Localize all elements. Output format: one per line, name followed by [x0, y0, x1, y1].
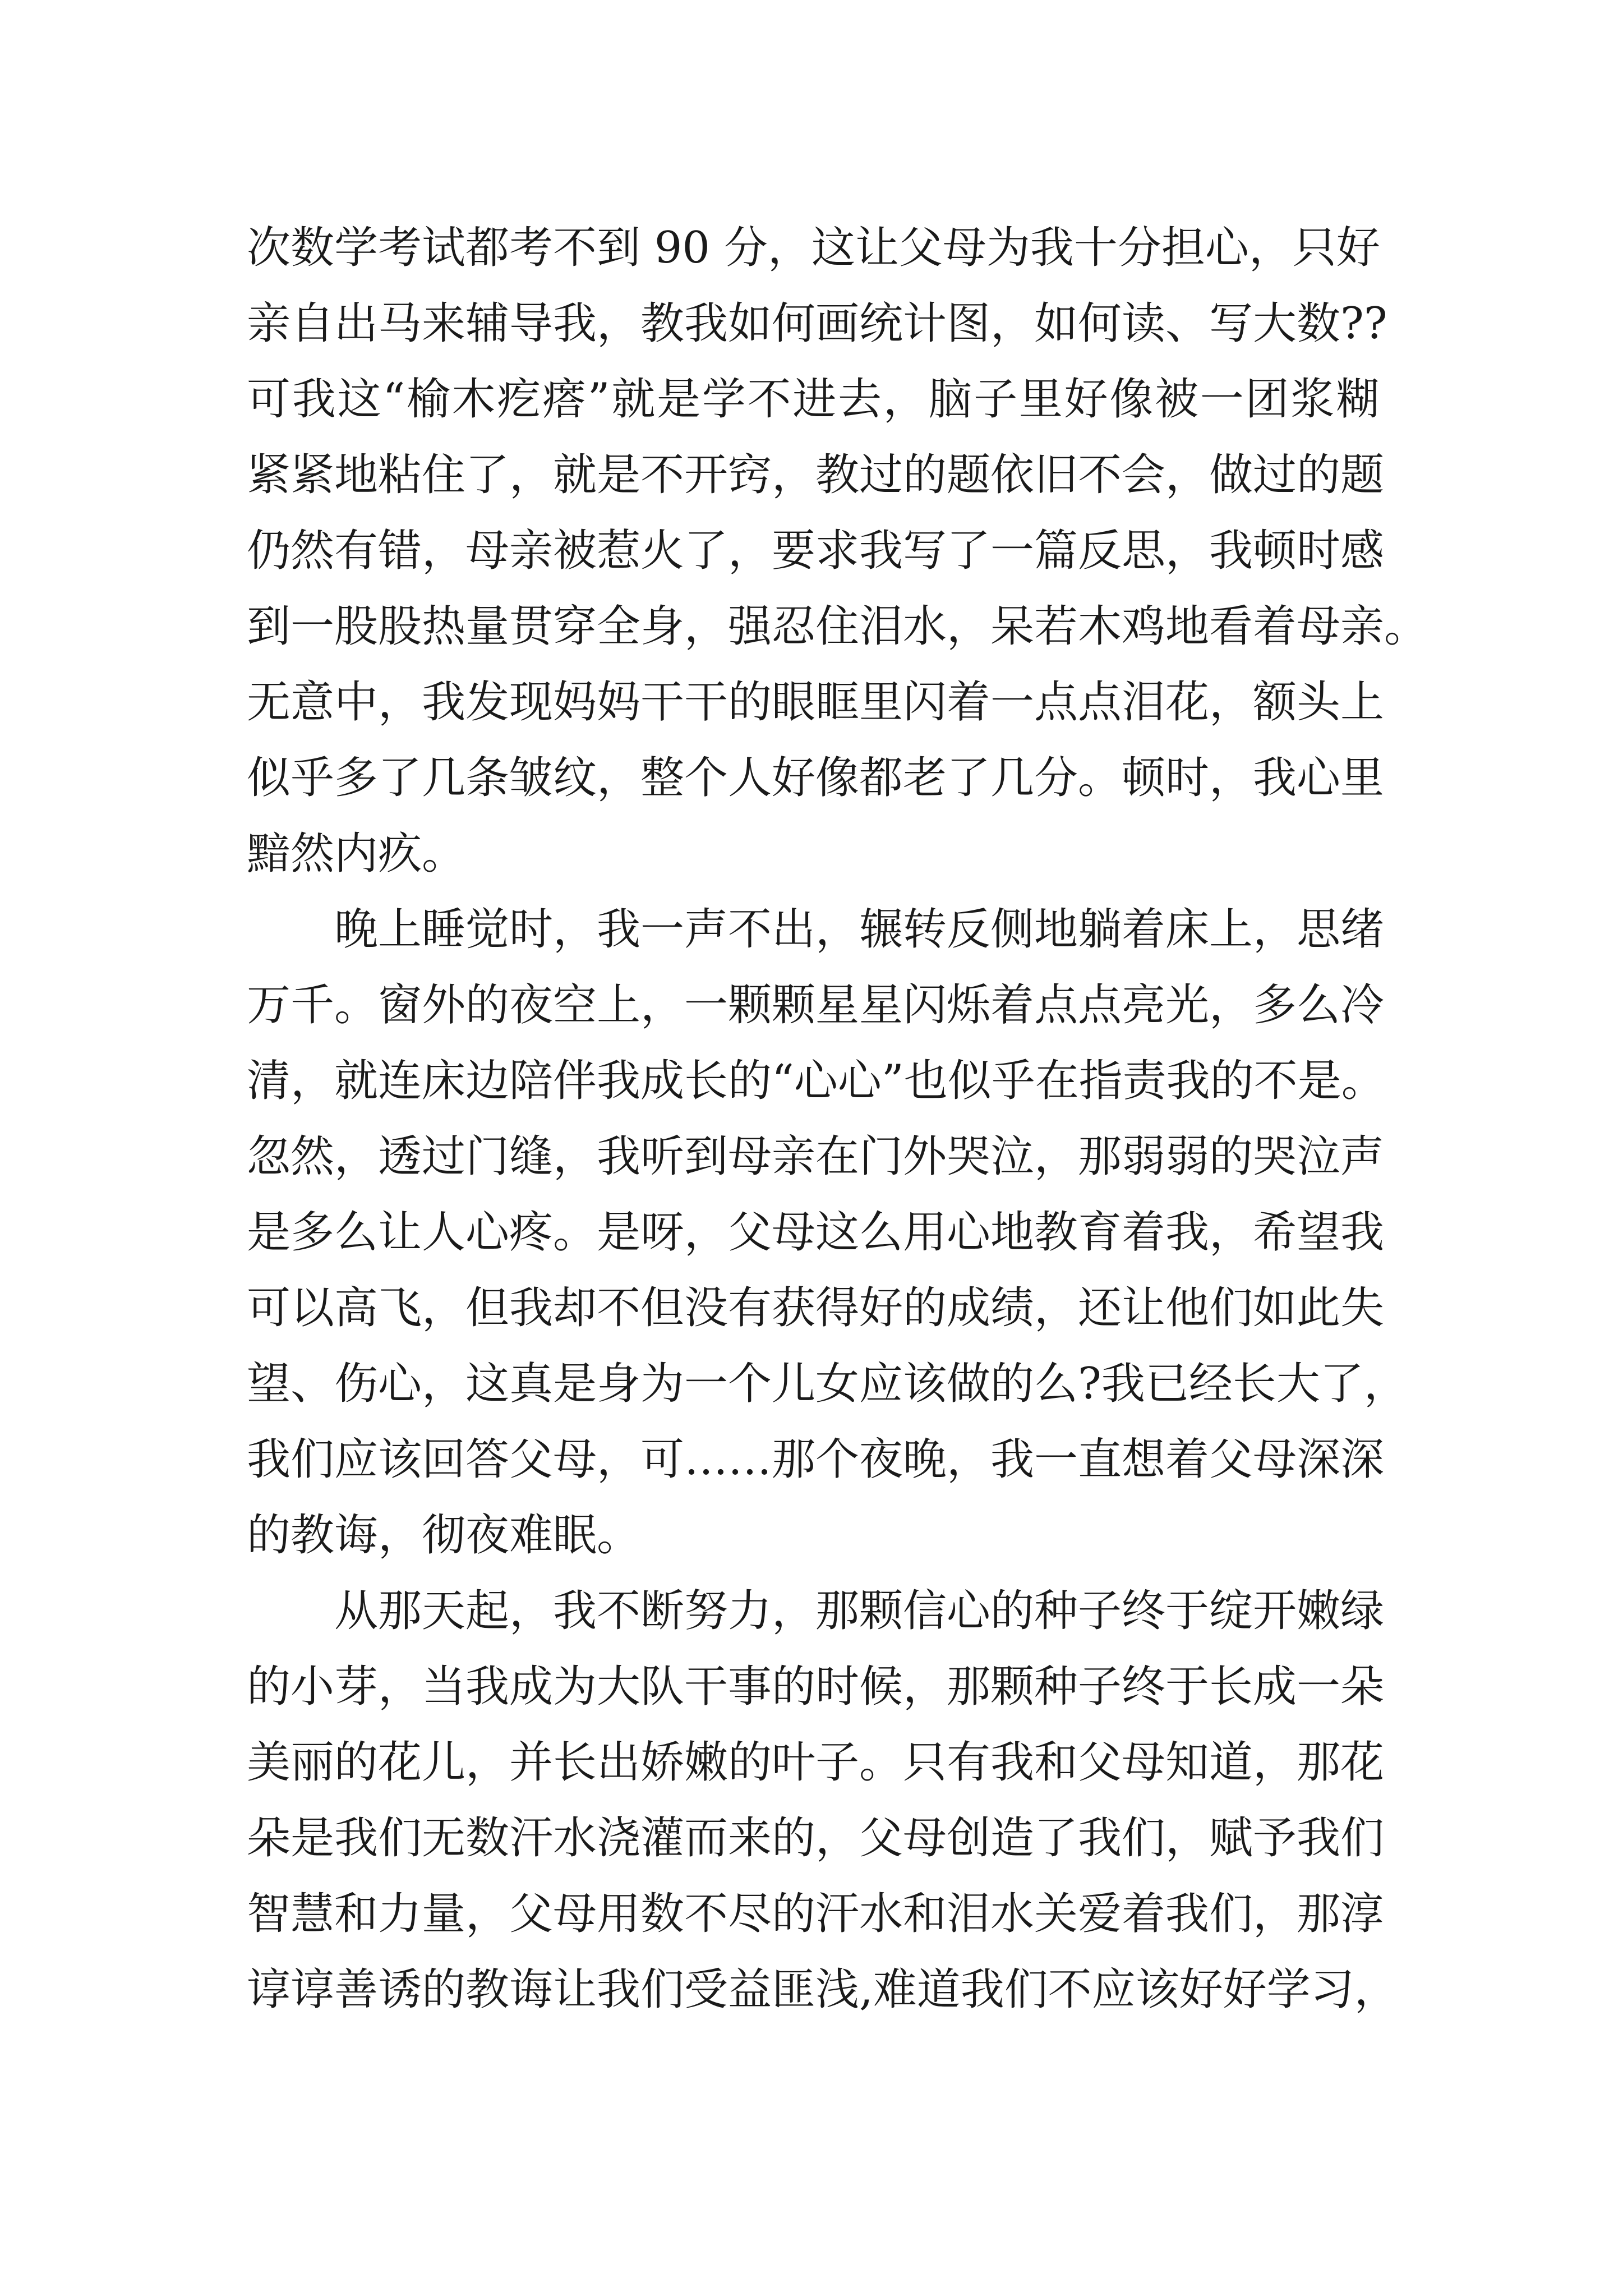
text-line: 到一股股热量贯穿全身，强忍住泪水，呆若木鸡地看着母亲。: [247, 601, 1428, 652]
text-line: 无意中，我发现妈妈干干的眼眶里闪着一点点泪花，额头上: [247, 677, 1385, 728]
text-line: 黯然内疚。: [247, 829, 466, 879]
paragraph-first-line: 晚上睡觉时，我一声不出，辗转反侧地躺着床上，思绪: [334, 904, 1385, 955]
text-line: 可以高飞，但我却不但没有获得好的成绩，还让他们如此失: [247, 1283, 1385, 1333]
body-text: [247, 210, 1428, 2028]
text-line: 紧紧地粘住了，就是不开窍，教过的题依旧不会，做过的题: [247, 450, 1385, 500]
text-line: 我们应该回答父母，可……那个夜晚，我一直想着父母深深: [247, 1434, 1385, 1485]
text-line: 谆谆善诱的教诲让我们受益匪浅,难道我们不应该好好学习，: [247, 1964, 1398, 2015]
text-line: 朵是我们无数汗水浇灌而来的，父母创造了我们，赋予我们: [247, 1813, 1385, 1864]
text-line: 次数学考试都考不到 90 分，这让父母为我十分担心，只好: [247, 223, 1380, 273]
text-line: 亲自出马来辅导我，教我如何画统计图，如何读、写大数??: [247, 298, 1387, 349]
text-line: 忽然，透过门缝，我听到母亲在门外哭泣，那弱弱的哭泣声: [247, 1131, 1385, 1182]
text-line: 万千。窗外的夜空上，一颗颗星星闪烁着点点亮光，多么冷: [247, 980, 1385, 1030]
text-line: 清，就连床边陪伴我成长的“心心”也似乎在指责我的不是。: [247, 1056, 1385, 1106]
text-line: 的小芽，当我成为大队干事的时候，那颗种子终于长成一朵: [247, 1662, 1385, 1712]
text-line: 似乎多了几条皱纹，整个人好像都老了几分。顿时，我心里: [247, 753, 1385, 803]
text-line: 的教诲，彻夜难眠。: [247, 1510, 641, 1561]
text-line: 望、伤心，这真是身为一个儿女应该做的么?我已经长大了，: [247, 1359, 1408, 1409]
text-line: 可我这“榆木疙瘩”就是学不进去，脑子里好像被一团浆糊: [247, 374, 1380, 425]
text-line: 仍然有错，母亲被惹火了，要求我写了一篇反思，我顿时感: [247, 526, 1385, 576]
paragraph-first-line: 从那天起，我不断努力，那颗信心的种子终于绽开嫩绿: [334, 1586, 1385, 1636]
text-line: 是多么让人心疼。是呀，父母这么用心地教育着我，希望我: [247, 1207, 1385, 1258]
text-line: 美丽的花儿，并长出娇嫩的叶子。只有我和父母知道，那花: [247, 1737, 1385, 1788]
text-line: 智慧和力量，父母用数不尽的汗水和泪水关爱着我们，那淳: [247, 1889, 1385, 1939]
